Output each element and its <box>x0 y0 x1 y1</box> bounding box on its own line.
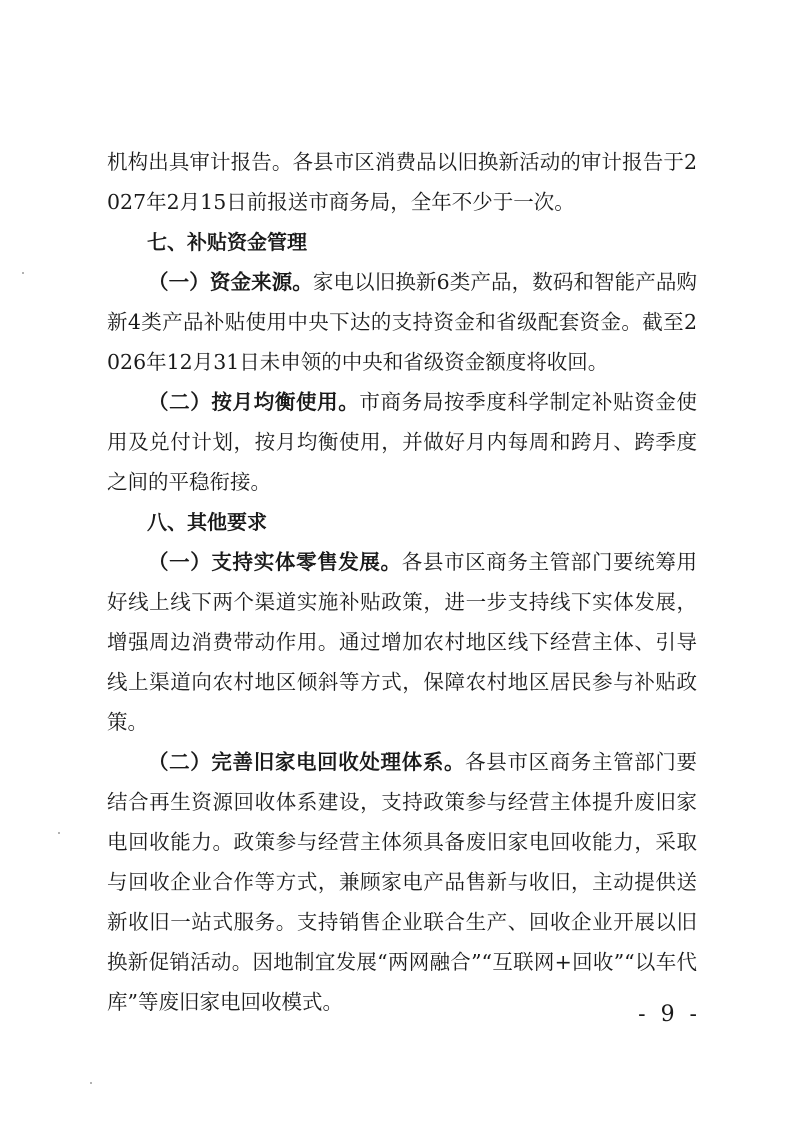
scan-speck <box>58 832 60 834</box>
clause-text-appliance-recycling: 各县市区商务主管部门要结合再生资源回收体系建设，支持政策参与经营主体提升废旧家电回收能力。政策参与经营主体须具备废旧家电回收能力，采取与回收企业合作等方式，兼顾家电产品售新与收旧，主动提供送新收旧一站式服务。支持销售企业联合生产、回收企业开展以旧换新促销活动。因地制宜发展“两网融合”“互联网+回收”“以车代库”等废旧家电回收模式。 <box>107 750 698 1014</box>
clause-text-physical-retail: 各县市区商务主管部门要统筹用好线上线下两个渠道实施补贴政策，进一步支持线下实体发展，增强周边消费带动作用。通过增加农村地区线下经营主体、引导线上渠道向农村地区倾斜等方式，保障农村地区居民参与补贴政策。 <box>107 550 698 734</box>
scan-speck <box>22 272 24 274</box>
page-number: - 9 - <box>638 1002 701 1027</box>
section-heading-other-requirements: 八、其他要求 <box>147 510 267 534</box>
clause-text-fund-source: 家电以旧换新6类产品，数码和智能产品购新4类产品补贴使用中央下达的支持资金和省级配套资金。截至2026年12月31日未申领的中央和省级资金额度将收回。 <box>107 270 698 374</box>
clause-label-fund-source: （一）资金来源。 <box>148 270 313 294</box>
paragraph-support-physical-retail <box>107 542 697 742</box>
paragraph-monthly-balanced-use <box>107 382 697 502</box>
document-body <box>107 142 697 1022</box>
clause-label-physical-retail: （一）支持实体零售发展。 <box>148 550 402 574</box>
clause-label-appliance-recycling: （二）完善旧家电回收处理体系。 <box>148 750 466 774</box>
section-heading-subsidy-fund-management: 七、补贴资金管理 <box>147 230 307 254</box>
clause-label-monthly-use: （二）按月均衡使用。 <box>148 390 360 414</box>
clause-text-monthly-use: 市商务局按季度科学制定补贴资金使用及兑付计划，按月均衡使用，并做好月内每周和跨月、跨季度之间的平稳衔接。 <box>107 390 698 494</box>
paragraph-audit-report: 机构出具审计报告。各县市区消费品以旧换新活动的审计报告于2027年2月15日前报送市商务局，全年不少于一次。 <box>107 150 697 214</box>
paragraph-appliance-recycling <box>107 742 697 1022</box>
scan-speck <box>90 1082 92 1084</box>
paragraph-fund-source <box>107 262 697 382</box>
